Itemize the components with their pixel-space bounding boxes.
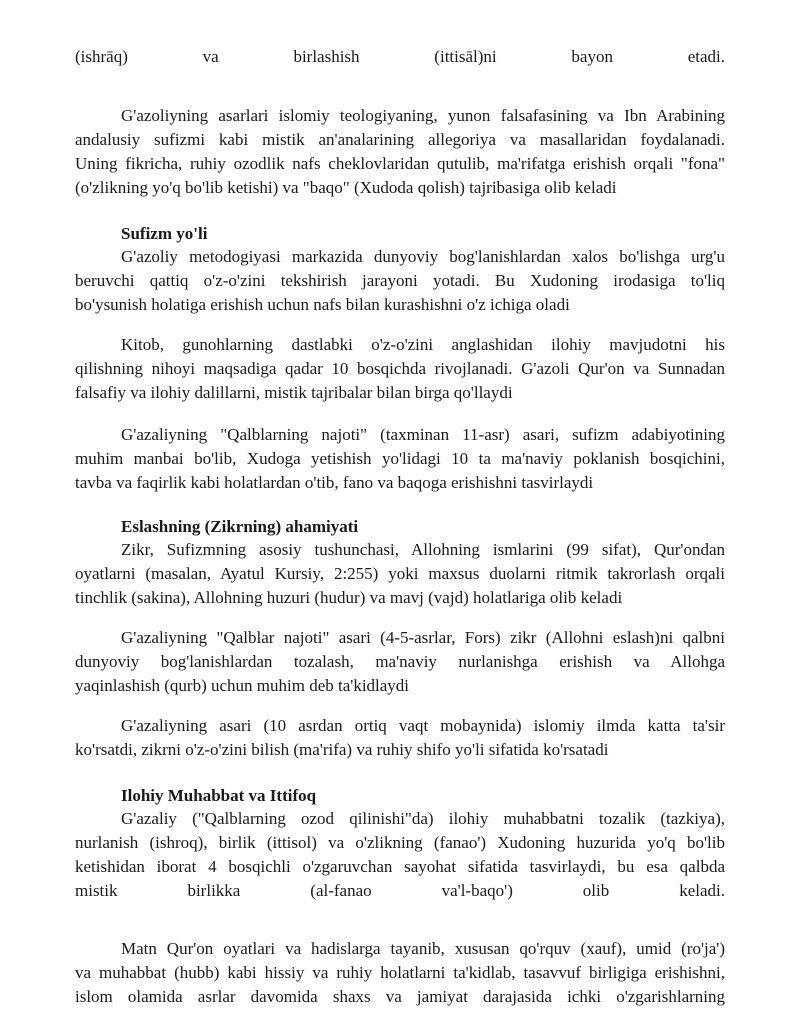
paragraph-1-line: Uning fikricha, ruhiy ozodlik nafs cheklovlaridan qutulib, ma'rifatga erishish orqali "fona": [75, 154, 725, 173]
paragraph-0-line: (ishrāq) va birlashish (ittisāl)ni bayon etadi.: [75, 47, 725, 66]
paragraph-2-line: G'azoliy metodogiyasi markazida dunyoviy bog'lanishlardan xalos bo'lishga urg'u: [121, 247, 725, 266]
paragraph-4-line: muhim manbai bo'lib, Xudoga yetishish yo'lidagi 10 ta ma'naviy poklanish bosqichini,: [75, 449, 725, 468]
paragraph-1-line: andalusiy sufizmi kabi mistik an'analarining allegoriya va masallaridan foydalanadi.: [75, 130, 725, 149]
paragraph-7-line: ko'rsatdi, zikrni o'z-o'zini bilish (ma'rifa) va ruhiy shifo yo'li sifatida ko'rsatadi: [75, 740, 609, 759]
section-heading-zikr: Eslashning (Zikrning) ahamiyati: [121, 517, 359, 536]
paragraph-8-line: G'azaliy ("Qalblarning ozod qilinishi"da) ilohiy muhabbatni tozalik (tazkiya),: [121, 809, 725, 828]
paragraph-6-line: yaqinlashish (qurb) uchun muhim deb ta'kidlaydi: [75, 676, 410, 695]
paragraph-9-line: islom olamida asrlar davomida shaxs va jamiyat darajasida ichki o'zgarishlarning: [75, 987, 725, 1006]
paragraph-9-line: va muhabbat (hubb) kabi hissiy va ruhiy holatlarni ta'kidlab, tasavvuf birligiga erishishni,: [75, 963, 725, 982]
paragraph-8-line: ketishidan iborat 4 bosqichli o'zgaruvchan sayohat sifatida tasvirlaydi, bu esa qalbda: [75, 857, 725, 876]
paragraph-2-line: bo'ysunish holatiga erishish uchun nafs bilan kurashishni o'z ichiga oladi: [75, 295, 570, 314]
paragraph-4-line: G'azaliyning "Qalblarning najoti" (taxminan 11-asr) asari, sufizm adabiyotining: [121, 425, 725, 444]
paragraph-3-line: falsafiy va ilohiy dalillarni, mistik tajribalar bilan birga qo'llaydi: [75, 383, 513, 402]
paragraph-2-line: beruvchi qattiq o'z-o'zini tekshirish jarayoni yotadi. Bu Xudoning irodasiga to'liq: [75, 271, 725, 290]
paragraph-8-line: nurlanish (ishroq), birlik (ittisol) va o'zlikning (fanao') Xudoning huzurida yo'q bo'lib: [75, 833, 725, 852]
paragraph-6-line: dunyoviy bog'lanishlardan tozalash, ma'naviy nurlanishga erishish va Allohga: [75, 652, 725, 671]
paragraph-8-line: mistik birlikka (al-fanao va'l-baqo') olib keladi.: [75, 881, 725, 900]
section-heading-muhabbat: Ilohiy Muhabbat va Ittifoq: [121, 786, 317, 805]
paragraph-4-line: tavba va faqirlik kabi holatlardan o'tib, fano va baqoga erishishni tasvirlaydi: [75, 473, 594, 492]
paragraph-1-line: (o'zlikning yo'q bo'lib ketishi) va "baqo" (Xudoda qolish) tajribasiga olib keladi: [75, 178, 617, 197]
paragraph-1-line: G'azoliyning asarlari islomiy teologiyaning, yunon falsafasining va Ibn Arabining: [121, 106, 725, 125]
section-heading-sufizm: Sufizm yo'li: [121, 224, 208, 243]
paragraph-3-line: qilishning nihoyi maqsadiga qadar 10 bosqichda rivojlanadi. G'azoli Qur'on va Sunnadan: [75, 359, 725, 378]
paragraph-5-line: oyatlarni (masalan, Ayatul Kursiy, 2:255) yoki maxsus duolarni ritmik takrorlash orqali: [75, 564, 725, 583]
paragraph-3-line: Kitob, gunohlarning dastlabki o'z-o'zini anglashidan ilohiy mavjudotni his: [121, 335, 725, 354]
paragraph-5-line: Zikr, Sufizmning asosiy tushunchasi, Allohning ismlarini (99 sifat), Qur'ondan: [121, 540, 725, 559]
paragraph-6-line: G'azaliyning "Qalblar najoti" asari (4-5-asrlar, Fors) zikr (Allohni eslash)ni qalbni: [121, 628, 725, 647]
paragraph-9-line: Matn Qur'on oyatlari va hadislarga tayanib, xususan qo'rquv (xauf), umid (ro'ja'): [121, 939, 725, 958]
paragraph-5-line: tinchlik (sakina), Allohning huzuri (hudur) va mavj (vajd) holatlariga olib keladi: [75, 588, 623, 607]
paragraph-7-line: G'azaliyning asari (10 asrdan ortiq vaqt mobaynida) islomiy ilmda katta ta'sir: [121, 716, 725, 735]
